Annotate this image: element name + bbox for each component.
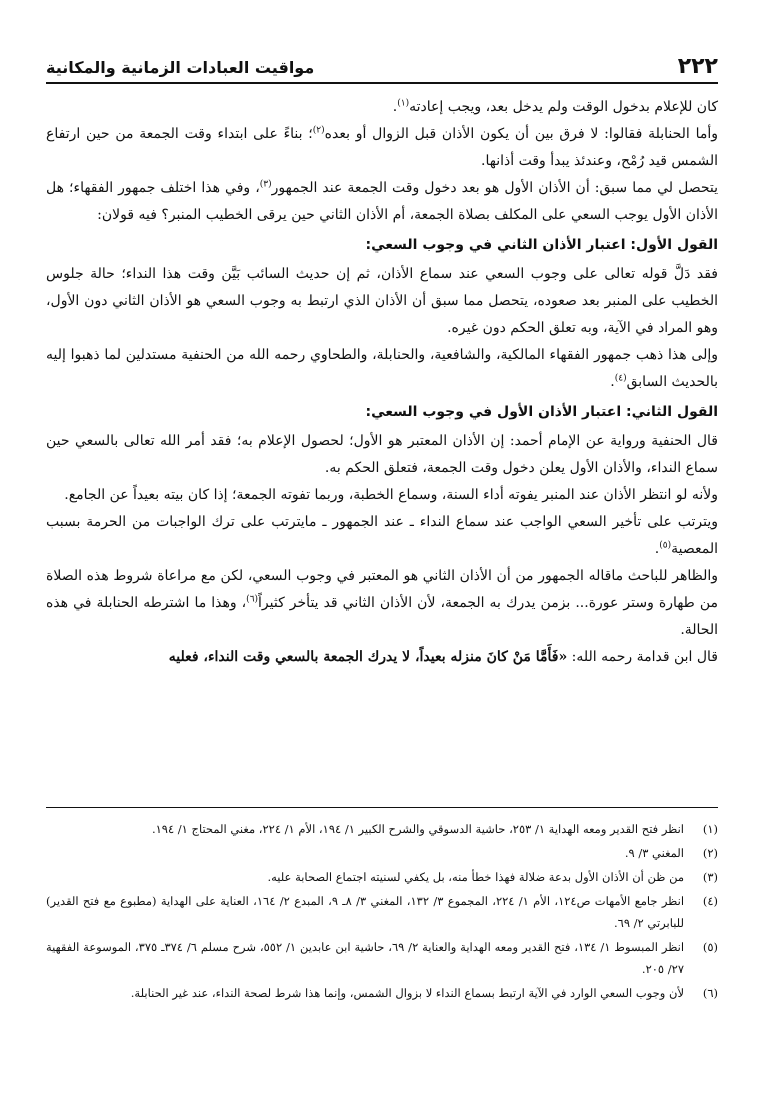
footnote-ref: (٣): [259, 179, 272, 190]
paragraph: قال الحنفية ورواية عن الإمام أحمد: إن الأذان المعتبر هو الأول؛ لحصول الإعلام به؛ فقد أمر الله تعالى بالسعي حين سماع النداء، والأذان الأول يعلن دخول وقت الجمعة، فتعلق الحكم به.: [46, 433, 718, 476]
paragraph: يتحصل لي مما سبق: أن الأذان الأول هو بعد دخول وقت الجمعة عند الجمهور$^{(٣)}$، وفي هذا اختلف جمهور الفقهاء؛ هل الأذان الأول يوجب السعي على المكلف بصلاة الجمعة، أم الأذان الثاني حين يرقى الخطيب المنبر؟ فيه قولان:: [46, 179, 719, 223]
footnote: [46, 890, 718, 934]
footnote-text: لأن وجوب السعي الوارد في الآية ارتبط بسماع النداء لا بزوال الشمس، وإنما هذا شرط لصحة النداء، عند غير الحنابلة.: [130, 986, 684, 1000]
footnote-text: انظر جامع الأمهات ص١٢٤، الأم ١/ ٢٢٤، المجموع ٣/ ١٣٢، المغني ٣/ ٨ـ ٩، المبدع ٢/ ١٦٤، العناية على الهداية (مطبوع مع فتح القدير) للبابرتي ٢/ ٦٩.: [46, 894, 685, 930]
footnote-ref: (٦): [246, 594, 259, 605]
page-number: ٢٢٢: [677, 54, 718, 79]
footnote: [46, 866, 718, 888]
paragraph: كان للإعلام بدخول الوقت ولم يدخل بعد، ويجب إعادته$^{(١)}$.: [392, 98, 718, 115]
quoted-text: «فَأَمَّا مَنْ كانَ منزله بعيداً، لا يدرك الجمعة بالسعي وقت النداء، فعليه: [168, 649, 568, 665]
section-heading-second-opinion: القول الثاني: اعتبار الأذان الأول في وجوب السعي:: [365, 404, 718, 420]
footnote-number: (٦): [702, 986, 718, 1000]
paragraph: ولأنه لو انتظر الأذان عند المنبر يفوته أداء السنة، وسماع الخطبة، وربما تفوته الجمعة؛ إذا كان بيته بعيداً عن الجامع.: [64, 487, 718, 503]
page-header: [46, 50, 718, 84]
footnote-text: انظر فتح القدير ومعه الهداية ١/ ٢٥٣، حاشية الدسوقي والشرح الكبير ١/ ١٩٤، الأم ١/ ٢٢٤، مغني المحتاج ١/ ١٩٤.: [151, 822, 684, 836]
running-title: مواقيت العبادات الزمانية والمكانية: [46, 58, 315, 77]
main-text: [46, 94, 718, 671]
footnote-text: من ظن أن الأذان الأول بدعة ضلالة فهذا خطأ منه، بل يكفي لسنيته اجتماع الصحابة عليه.: [267, 870, 684, 884]
footnote: [46, 842, 718, 864]
footnote: [46, 982, 718, 1004]
paragraph-quote: قال ابن قدامة رحمه الله: «فَأَمَّا مَنْ كانَ منزله بعيداً، لا يدرك الجمعة بالسعي وقت النداء، فعليه: [168, 649, 718, 665]
footnote-ref: (١): [397, 98, 410, 109]
paragraph: ويترتب على تأخير السعي الواجب عند سماع النداء ـ عند الجمهور ـ مايترتب على ترك الواجبات من الحرمة بسبب المعصية$^{(٥)}$.: [46, 514, 718, 557]
footnote-number: (٤): [702, 894, 718, 908]
paragraph: وإلى هذا ذهب جمهور الفقهاء المالكية، والشافعية، والحنابلة، والطحاوي رحمه الله من الحنفية مستدلين لما ذهبوا إليه بالحديث السابق$^{(٤)}$.: [46, 347, 718, 390]
footnote-number: (٢): [702, 846, 718, 860]
paragraph: فقد دَلَّ قوله تعالى على وجوب السعي عند سماع الأذان، ثم إن حديث السائب بَيَّن وقت هذا النداء؛ حالة جلوس الخطيب على المنبر بعد صعوده، يتحصل مما سبق أن الأذان الذي ارتبط به وجوب السعي هو الأذان الثاني دون الأول، وهو المراد في الآية، وبه تعلق الحكم دون غيره.: [46, 266, 718, 336]
footnote-text: المغني ٣/ ٩.: [624, 846, 684, 860]
footnote-ref: (٤): [614, 373, 627, 384]
paragraph: والظاهر للباحث ماقاله الجمهور من أن الأذان الثاني هو المعتبر في وجوب السعي، لكن مع مراعاة شروط هذه الصلاة من طهارة وستر عورة... بزمن يدرك به الجمعة، لأن الأذان الثاني قد يتأخر كثيراً$^{(٦)}$، وهذا ما اشترطه الحنابلة في هذه الحالة.: [46, 568, 718, 638]
footnote-ref: (٥): [659, 540, 672, 551]
footnote-number: (٣): [702, 870, 718, 884]
footnote-number: (١): [702, 822, 718, 836]
footnote-text: انظر المبسوط ١/ ١٣٤، فتح القدير ومعه الهداية والعناية ٢/ ٦٩، حاشية ابن عابدين ١/ ٥٥٢، شرح مسلم ٦/ ٣٧٤ـ ٣٧٥، الموسوعة الفقهية ٢٧/ ٢٠٥.: [46, 940, 685, 976]
footnote-number: (٥): [702, 940, 718, 954]
section-heading-first-opinion: القول الأول: اعتبار الأذان الثاني في وجوب السعي:: [365, 237, 718, 253]
footnotes: [46, 807, 718, 1006]
footnote: [46, 818, 718, 840]
footnote-ref: (٢): [312, 125, 325, 136]
footnote: [46, 936, 718, 980]
paragraph: وأما الحنابلة فقالوا: لا فرق بين أن يكون الأذان قبل الزوال أو بعده$^{(٢)}$؛ بناءً على ابتداء وقت الجمعة من حين ارتفاع الشمس قيد رُمْح، وعندئذ يبدأ وقت أذانها.: [46, 125, 718, 169]
